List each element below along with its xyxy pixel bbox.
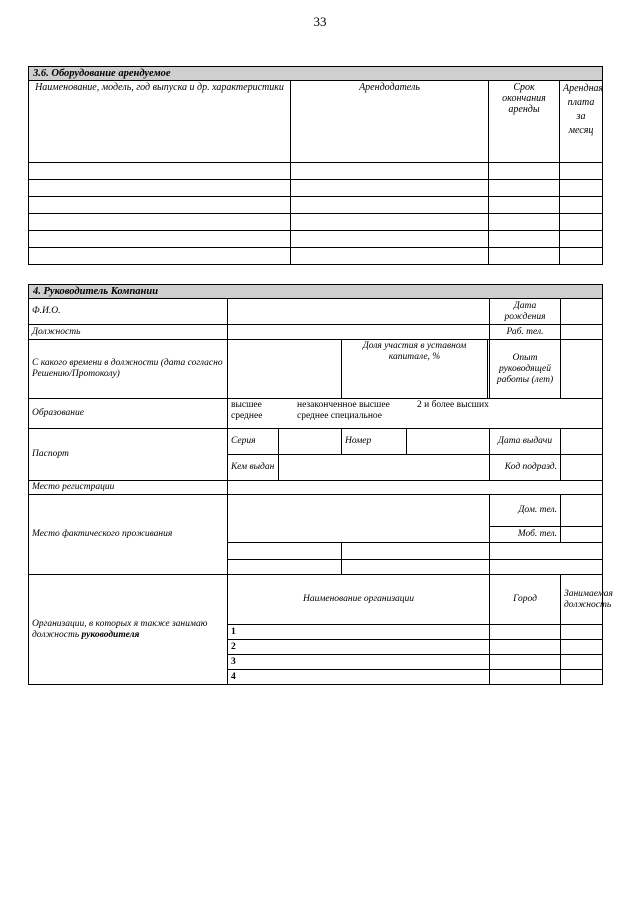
org-city-input[interactable] xyxy=(490,655,561,670)
header-org-name: Наименование организации xyxy=(228,575,490,625)
residence-input[interactable] xyxy=(228,495,490,543)
label-mobile-phone: Моб. тел. xyxy=(490,527,561,543)
birth-date-input[interactable] xyxy=(561,299,603,325)
cell-input[interactable] xyxy=(489,180,560,197)
table-row xyxy=(29,248,603,265)
since-input[interactable] xyxy=(228,340,342,399)
label-registration: Место регистрации xyxy=(29,481,228,495)
org-position-input[interactable] xyxy=(561,640,603,655)
label-share: Доля участия в уставном капитале, % xyxy=(342,340,488,399)
experience-input[interactable] xyxy=(561,340,603,399)
cell-input[interactable] xyxy=(29,197,291,214)
fio-input[interactable] xyxy=(228,299,490,325)
table-row xyxy=(29,180,603,197)
table-row xyxy=(29,197,603,214)
cell-input[interactable] xyxy=(291,248,489,265)
residence-extra-input[interactable] xyxy=(490,543,603,560)
cell-input[interactable] xyxy=(489,248,560,265)
org-position-input[interactable] xyxy=(561,655,603,670)
cell-input[interactable] xyxy=(29,231,291,248)
edu-option-incomplete-higher[interactable]: незаконченное высшее xyxy=(297,400,390,410)
section-title-3-6: 3.6. Оборудование арендуемое xyxy=(29,67,603,81)
education-options xyxy=(228,399,603,429)
number-input[interactable] xyxy=(407,429,490,455)
cell-input[interactable] xyxy=(489,197,560,214)
edu-option-secondary[interactable]: среднее xyxy=(231,411,263,421)
org-city-input[interactable] xyxy=(490,670,561,685)
cell-input[interactable] xyxy=(291,231,489,248)
org-row-number: 2 xyxy=(228,640,490,655)
header-equipment-name: Наименование, модель, год выпуска и др. характеристики xyxy=(29,81,291,163)
org-row-number: 3 xyxy=(228,655,490,670)
registration-input[interactable] xyxy=(228,481,603,495)
other-orgs-label-bold: руководителя xyxy=(81,629,140,640)
label-birth-date: Дата рождения xyxy=(490,299,561,325)
residence-extra-input[interactable] xyxy=(228,560,342,575)
cell-input[interactable] xyxy=(560,231,603,248)
cell-input[interactable] xyxy=(291,180,489,197)
header-held-position: Занимаемая должность xyxy=(561,575,603,625)
cell-input[interactable] xyxy=(560,248,603,265)
table-row xyxy=(29,163,603,180)
issue-date-input[interactable] xyxy=(561,429,603,455)
label-series: Серия xyxy=(228,429,279,455)
cell-input[interactable] xyxy=(291,163,489,180)
table-row xyxy=(29,231,603,248)
label-experience: Опыт руководящей работы (лет) xyxy=(490,340,561,399)
cell-input[interactable] xyxy=(29,214,291,231)
label-other-orgs xyxy=(29,575,228,685)
label-fio: Ф.И.О. xyxy=(29,299,228,325)
header-city: Город xyxy=(490,575,561,625)
label-since: С какого времени в должности (дата согласно Решению/Протоколу) xyxy=(29,340,228,399)
leased-equipment-table xyxy=(28,66,603,265)
other-orgs-label-text: Организации, в которых я также занимаю должность xyxy=(32,618,208,640)
cell-input[interactable] xyxy=(29,180,291,197)
edu-option-higher[interactable]: высшее xyxy=(231,400,262,410)
label-work-phone: Раб. тел. xyxy=(490,325,561,340)
cell-input[interactable] xyxy=(560,197,603,214)
header-monthly-rent: Арендная плата за месяц xyxy=(560,81,603,163)
cell-input[interactable] xyxy=(560,180,603,197)
home-phone-input[interactable] xyxy=(561,495,603,527)
cell-input[interactable] xyxy=(560,214,603,231)
label-home-phone: Дом. тел. xyxy=(490,495,561,527)
mobile-phone-input[interactable] xyxy=(561,527,603,543)
org-position-input[interactable] xyxy=(561,670,603,685)
header-lessor: Арендодатель xyxy=(291,81,489,163)
label-number: Номер xyxy=(342,429,407,455)
edu-option-two-higher[interactable]: 2 и более высших xyxy=(417,400,489,410)
series-input[interactable] xyxy=(279,429,342,455)
table-row xyxy=(29,214,603,231)
work-phone-input[interactable] xyxy=(561,325,603,340)
cell-input[interactable] xyxy=(489,163,560,180)
residence-extra-input[interactable] xyxy=(490,560,603,575)
label-education: Образование xyxy=(29,399,228,429)
org-position-input[interactable] xyxy=(561,625,603,640)
edu-option-secondary-special[interactable]: среднее специальное xyxy=(297,411,383,421)
division-code-input[interactable] xyxy=(561,455,603,481)
residence-extra-input[interactable] xyxy=(342,560,490,575)
cell-input[interactable] xyxy=(29,248,291,265)
cell-input[interactable] xyxy=(291,197,489,214)
section-title-4: 4. Руководитель Компании xyxy=(29,285,603,299)
org-row-number: 4 xyxy=(228,670,490,685)
position-input[interactable] xyxy=(228,325,490,340)
page-number: 33 xyxy=(313,14,327,29)
residence-extra-input[interactable] xyxy=(228,543,342,560)
label-division-code: Код подразд. xyxy=(490,455,561,481)
label-position: Должность xyxy=(29,325,228,340)
cell-input[interactable] xyxy=(29,163,291,180)
cell-input[interactable] xyxy=(291,214,489,231)
label-residence: Место фактического проживания xyxy=(29,495,228,575)
cell-input[interactable] xyxy=(489,231,560,248)
residence-extra-input[interactable] xyxy=(342,543,490,560)
label-passport: Паспорт xyxy=(29,429,228,481)
label-issue-date: Дата выдачи xyxy=(490,429,561,455)
company-head-table xyxy=(28,284,613,685)
header-lease-term: Срок окончания аренды xyxy=(489,81,560,163)
org-row-number: 1 xyxy=(228,625,490,640)
issued-by-input[interactable] xyxy=(279,455,490,481)
label-issued-by: Кем выдан xyxy=(228,455,279,481)
cell-input[interactable] xyxy=(560,163,603,180)
org-city-input[interactable] xyxy=(490,640,561,655)
cell-input[interactable] xyxy=(489,214,560,231)
org-city-input[interactable] xyxy=(490,625,561,640)
